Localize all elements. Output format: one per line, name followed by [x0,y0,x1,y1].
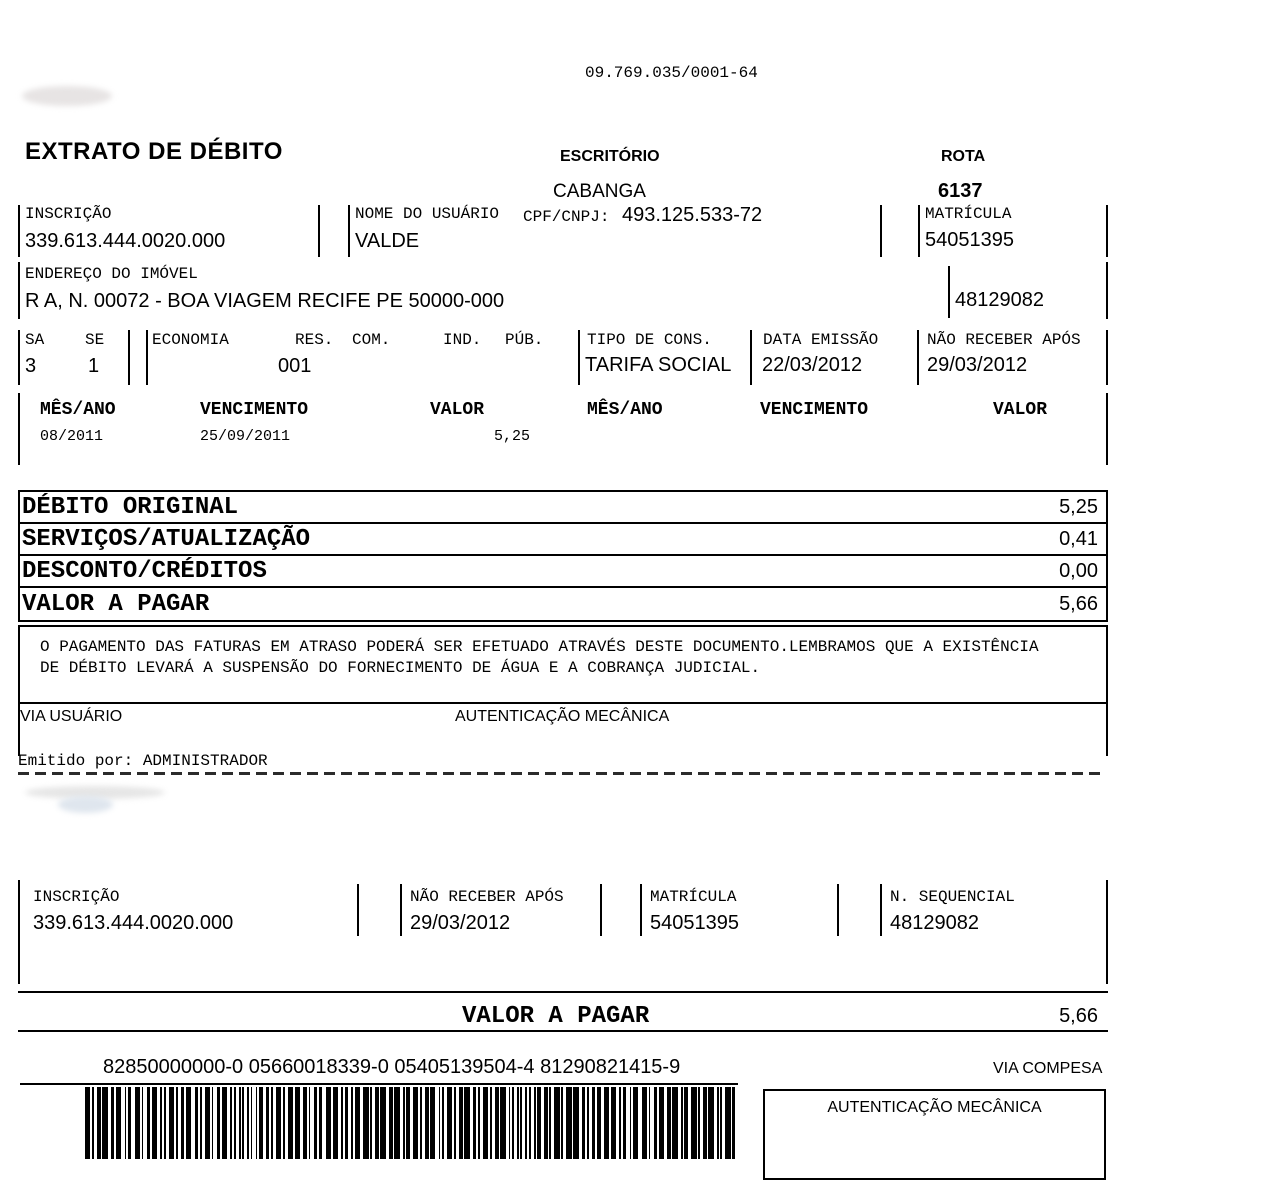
summary-table [18,490,1108,622]
escritorio-value: CABANGA [553,181,646,202]
divider [18,393,20,465]
com-label: COM. [352,331,391,349]
divider [18,1030,1108,1032]
scan-artifact [58,796,113,813]
ind-label: IND. [443,331,482,349]
divider [1106,262,1108,319]
autenticacao-mecanica-label: AUTENTICAÇÃO MECÂNICA [455,708,670,725]
inscricao-value: 339.613.444.0020.000 [25,230,226,252]
stub-sequencial-value: 48129082 [890,912,979,934]
company-cnpj: 09.769.035/0001-64 [585,64,758,82]
divider [600,884,602,936]
table-row [20,588,1106,620]
divider [18,330,20,385]
vencimento-header-2: VENCIMENTO [760,400,869,420]
summary-value: 5,66 [1059,592,1098,615]
divider [318,205,320,257]
valor-header-2: VALOR [993,400,1048,420]
vencimento-header-1: VENCIMENTO [200,400,309,420]
sa-label: SA [25,331,45,349]
matricula-value: 54051395 [925,229,1014,251]
divider [18,262,20,319]
divider [837,884,839,936]
scan-artifact [22,86,112,106]
cpf-cnpj-value: 493.125.533-72 [622,204,763,226]
divider [578,330,580,385]
nao-receber-value: 29/03/2012 [927,354,1028,376]
divider [128,330,130,385]
divider [918,205,920,257]
stub-nao-receber-label: NÃO RECEBER APÓS [410,888,564,906]
stub-matricula-value: 54051395 [650,912,739,934]
se-label: SE [85,331,105,349]
data-emissao-value: 22/03/2012 [762,354,863,376]
divider [917,330,919,385]
via-compesa-label: VIA COMPESA [993,1060,1103,1077]
nao-receber-label: NÃO RECEBER APÓS [927,331,1081,349]
matricula-label: MATRÍCULA [925,205,1012,223]
divider [20,1083,738,1085]
stub-valor-a-pagar-value: 5,66 [1059,1005,1098,1027]
summary-label: SERVIÇOS/ATUALIZAÇÃO [22,525,311,553]
page-title: EXTRATO DE DÉBITO [25,138,283,165]
endereco-value: R A, N. 00072 - BOA VIAGEM RECIFE PE 50000-000 [25,290,505,312]
stub-valor-a-pagar-label: VALOR A PAGAR [462,1003,650,1030]
nome-usuario-value: VALDE [355,230,420,252]
divider [146,330,148,385]
debt-row-mes-ano: 08/2011 [40,428,104,445]
summary-value: 0,00 [1059,559,1098,582]
divider [1106,330,1108,385]
emitido-por: Emitido por: ADMINISTRADOR [18,752,268,770]
economia-label: ECONOMIA [152,331,229,349]
divider [18,205,20,257]
stub-inscricao-value: 339.613.444.0020.000 [33,912,234,934]
divider [750,330,752,385]
divider [18,880,20,984]
tear-dashed-line [18,772,1100,775]
divider [1106,704,1108,756]
se-value: 1 [88,355,100,377]
pub-label: PÚB. [505,331,544,349]
sa-value: 3 [25,355,37,377]
payment-notice [18,625,1108,704]
divider [880,884,882,936]
data-emissao-label: DATA EMISSÃO [763,331,879,349]
stub-matricula-label: MATRÍCULA [650,888,737,906]
mes-ano-header-1: MÊS/ANO [40,400,116,420]
via-usuario-label: VIA USUÁRIO [20,708,123,725]
inscricao-label: INSCRIÇÃO [25,205,112,223]
nome-usuario-label: NOME DO USUÁRIO [355,205,500,223]
divider [1106,393,1108,465]
res-value: 001 [278,355,312,377]
endereco-label: ENDEREÇO DO IMÓVEL [25,265,198,283]
summary-value: 5,25 [1059,495,1098,518]
divider [18,991,1108,993]
escritorio-label: ESCRITÓRIO [560,148,660,165]
barcode [85,1087,735,1159]
tipo-cons-value: TARIFA SOCIAL [585,354,732,376]
mes-ano-header-2: MÊS/ANO [587,400,663,420]
table-row [20,492,1106,524]
summary-value: 0,41 [1059,527,1098,550]
barcode-number: 82850000000-0 05660018339-0 05405139504-4 81290821415-9 [103,1056,681,1078]
stub-nao-receber-value: 29/03/2012 [410,912,511,934]
divider [357,884,359,936]
stub-inscricao-label: INSCRIÇÃO [33,888,120,906]
rota-value: 6137 [938,180,983,202]
cpf-cnpj-label: CPF/CNPJ: [523,208,610,226]
autenticacao-box [763,1089,1106,1180]
summary-label: DÉBITO ORIGINAL [22,493,239,521]
tipo-cons-label: TIPO DE CONS. [587,331,712,349]
table-row [20,556,1106,588]
res-label: RES. [295,331,334,349]
divider [880,205,882,257]
valor-header-1: VALOR [430,400,485,420]
notice-line-2: DE DÉBITO LEVARÁ A SUSPENSÃO DO FORNECIMENTO DE ÁGUA E A COBRANÇA JUDICIAL. [40,659,761,677]
autenticacao-mecanica-label: AUTENTICAÇÃO MECÂNICA [827,1099,1042,1116]
summary-label: VALOR A PAGAR [22,590,210,618]
divider [1106,205,1108,257]
divider [348,205,350,257]
notice-line-1: O PAGAMENTO DAS FATURAS EM ATRASO PODERÁ SER EFETUADO ATRAVÉS DESTE DOCUMENTO.LEMBRAMOS QUE A EXISTÊNCIA [40,638,1039,656]
summary-label: DESCONTO/CRÉDITOS [22,557,267,585]
divider [948,266,950,318]
sequencial-value: 48129082 [955,289,1044,311]
divider [400,884,402,936]
rota-label: ROTA [941,148,986,165]
debt-row-vencimento: 25/09/2011 [200,428,291,445]
divider [640,884,642,936]
table-row [20,524,1106,556]
debt-row-valor: 5,25 [493,428,530,445]
stub-sequencial-label: N. SEQUENCIAL [890,888,1015,906]
divider [1106,880,1108,984]
